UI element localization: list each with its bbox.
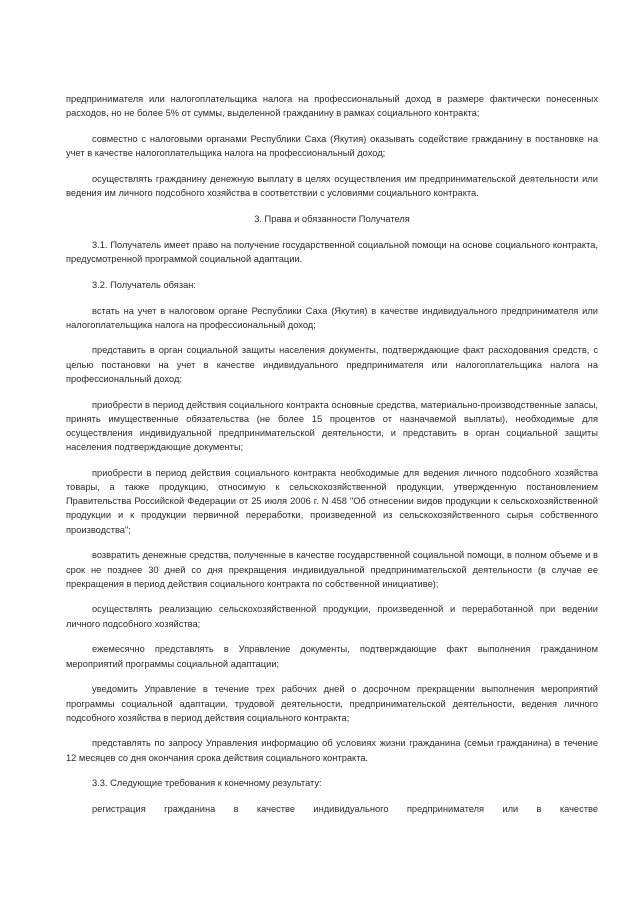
paragraph-result-registration: регистрация гражданина в качестве индивидуального предпринимателя или в качестве	[92, 804, 598, 815]
paragraph-acquire-goods: приобрести в период действия социального контракта необходимые для ведения личного подсобного хозяйства товары, а также продукцию, относимую к сельскохозяйственной продукции, утвержденную постановлением Правительства Российской Федерации от 25 июля 2006 г. N 458 "Об отнесении видов продукции к сельскохозяйственной продукции и к продукции первичной переработки, произведенной из сельскохозяйственного сырья собственного производства";	[66, 467, 598, 535]
paragraph-living-conditions-info: представлять по запросу Управления информацию об условиях жизни гражданина (семьи гражданина) в течение 12 месяцев со дня окончания срока действия социального контракта.	[66, 738, 598, 763]
paragraph-3-3: 3.3. Следующие требования к конечному результату:	[92, 778, 322, 789]
paragraph-acquire-assets: приобрести в период действия социального контракта основные средства, материально-производственные запасы, принять имущественные обязательства (не более 15 процентов от назначаемой выплаты), необходимые для осуществления индивидуальной предпринимательской деятельности, и представить в орган социальной защиты населения подтверждающие документы;	[66, 399, 598, 453]
paragraph-cash-payment: осуществлять гражданину денежную выплату в целях осуществления им предпринимательской деятельности или ведения им личного подсобного хозяйства в соответствии с условиями социального контракта.	[66, 173, 598, 199]
paragraph-tax-registration-assistance: совместно с налоговыми органами Республики Саха (Якутия) оказывать содействие гражданину в постановке на учет в качестве налогоплательщика налога на профессиональный доход;	[66, 133, 598, 159]
paragraph-notify-termination: уведомить Управление в течение трех рабочих дней о досрочном прекращении выполнения мероприятий программы социальной адаптации, трудовой деятельности, предпринимательской деятельности, ведения личного подсобного хозяйства в период действия социального контракта;	[66, 684, 598, 723]
paragraph-3-2: 3.2. Получатель обязан:	[92, 279, 196, 290]
section-heading: 3. Права и обязанности Получателя	[254, 213, 410, 224]
paragraph-sell-produce: осуществлять реализацию сельскохозяйственной продукции, произведенной и переработанной при ведении личного подсобного хозяйства;	[66, 604, 598, 629]
paragraph-monthly-reports: ежемесячно представлять в Управление документы, подтверждающие факт выполнения гражданином мероприятий программы социальной адаптации;	[66, 644, 598, 669]
paragraph-register-tax: встать на учет в налоговом органе Республики Саха (Якутия) в качестве индивидуального предпринимателя или налогоплательщика налога на профессиональный доход;	[66, 305, 598, 330]
paragraph-3-1: 3.1. Получатель имеет право на получение государственной социальной помощи на основе социального контракта, предусмотренной программой социальной адаптации.	[66, 239, 598, 265]
paragraph-expense-limit: предпринимателя или налогоплательщика налога на профессиональный доход в размере фактически понесенных расходов, но не более 5% от суммы, выделенной гражданину в рамках социального контракта;	[66, 94, 598, 119]
paragraph-submit-documents: представить в орган социальной защиты населения документы, подтверждающие факт расходования средств, с целью постановки на учет в качестве индивидуального предпринимателя или налогоплательщика налога на профессиональный доход;	[66, 345, 598, 384]
paragraph-return-funds: возвратить денежные средства, полученные в качестве государственной социальной помощи, в полном объеме и в срок не позднее 30 дней со дня прекращения индивидуальной предпринимательской деятельности (в случае ее прекращения в период действия социального контракта по собственной инициативе);	[66, 550, 598, 589]
